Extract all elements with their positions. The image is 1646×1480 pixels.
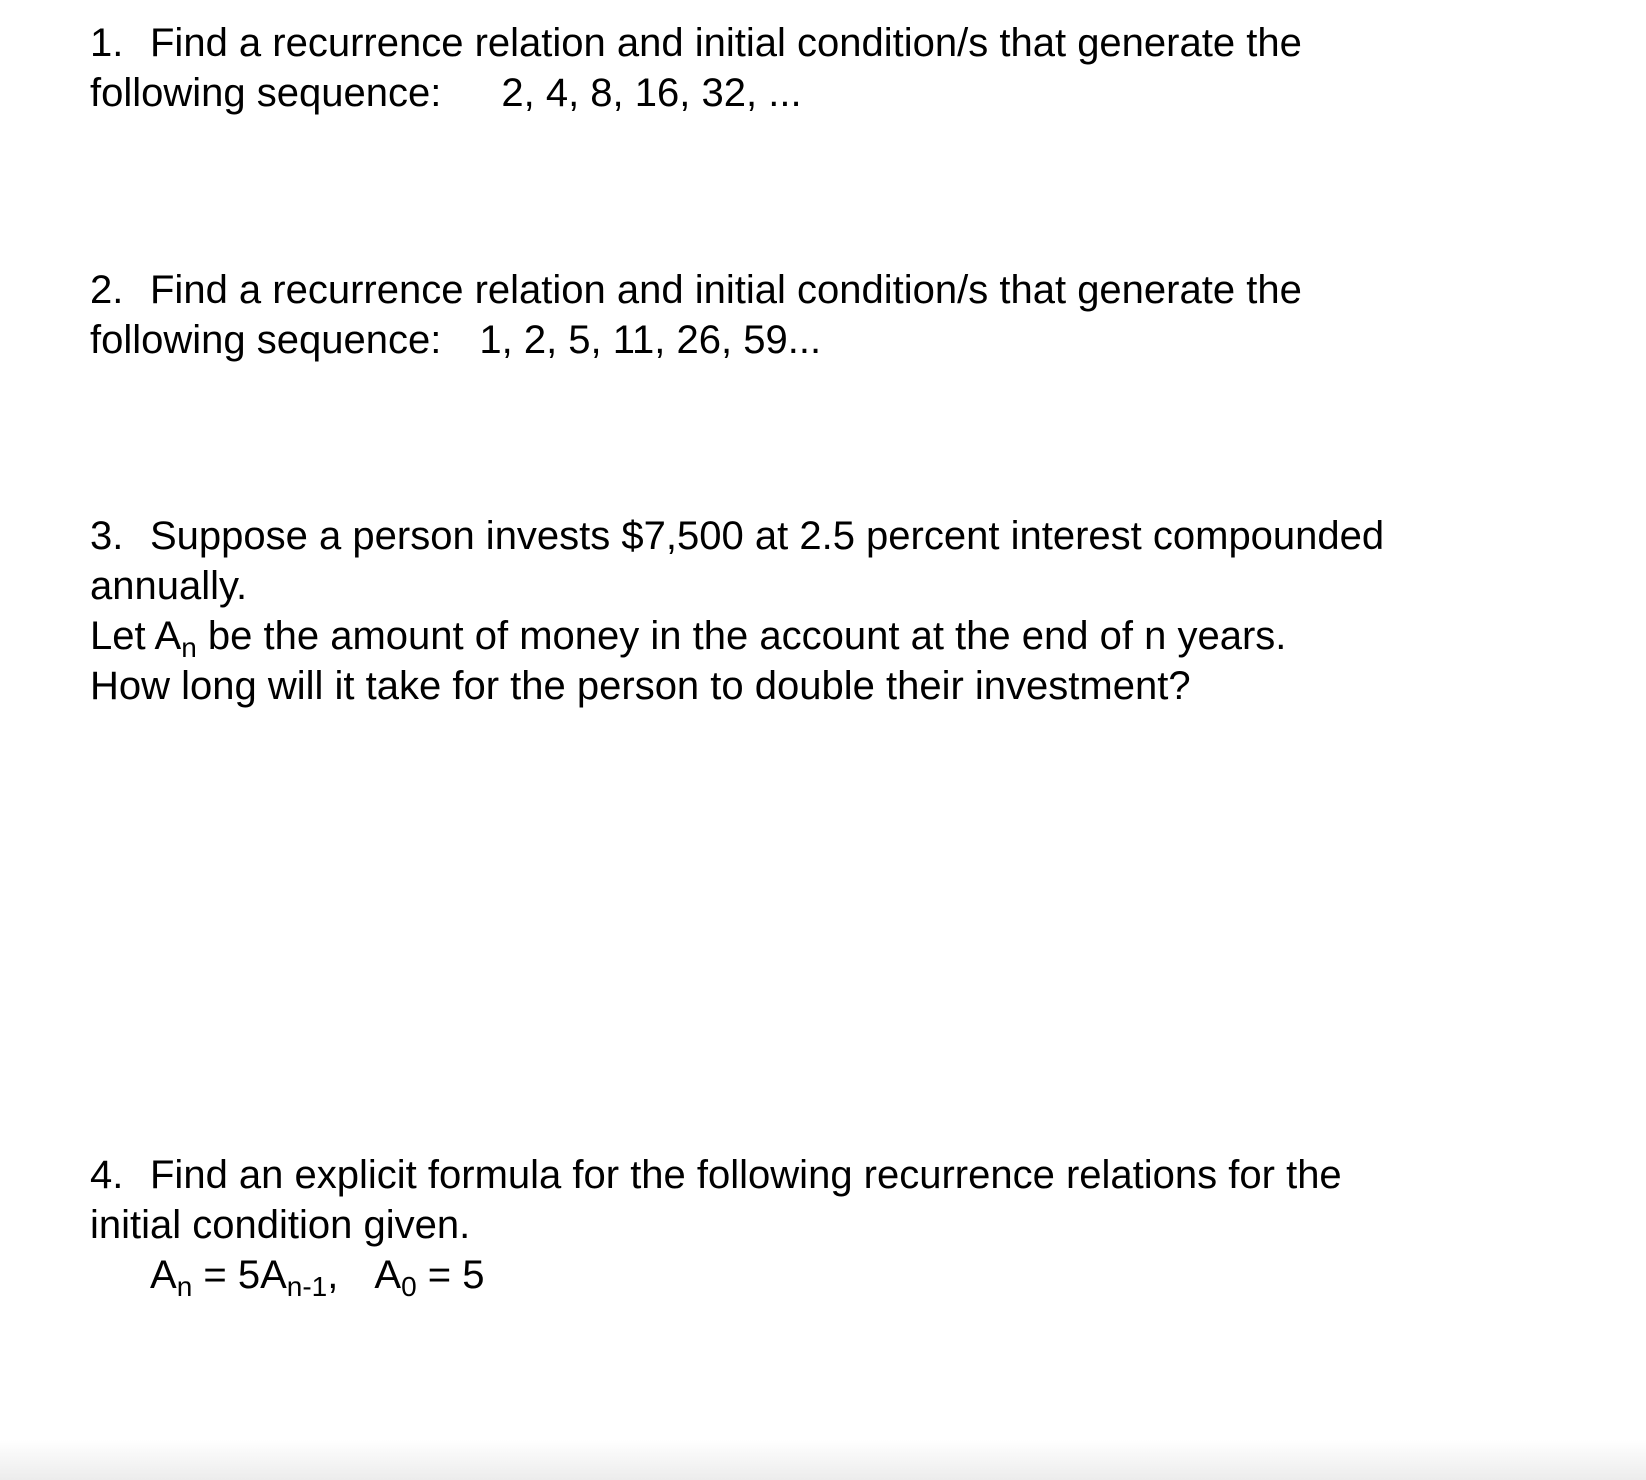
question-3-line-3-suffix: be the amount of money in the account at the end of n years. (196, 614, 1287, 658)
question-4 (90, 1150, 1590, 1300)
formula-lhs: A (150, 1253, 177, 1297)
formula-initial: A (374, 1253, 402, 1297)
question-4-text-line-1: Find an explicit formula for the following recurrence relations for the (150, 1153, 1342, 1197)
question-4-formula (90, 1250, 1590, 1300)
question-2-number: 2. (90, 268, 124, 312)
question-2-sequence: 1, 2, 5, 11, 26, 59... (479, 318, 822, 362)
question-3-subscript-n: n (181, 632, 197, 663)
formula-initial-subscript: 0 (401, 1271, 417, 1302)
question-3-line-2: annually. (90, 564, 248, 608)
formula-equals-2: = 5 (416, 1253, 485, 1297)
question-3-line-4: How long will it take for the person to double their investment? (90, 664, 1191, 708)
question-3-number: 3. (90, 514, 124, 558)
question-3-line-3-prefix: Let A (90, 614, 182, 658)
question-2-line-2 (90, 315, 1590, 365)
question-1-number: 1. (90, 21, 124, 65)
formula-lhs-subscript: n (176, 1271, 193, 1302)
formula-equals-1: = 5A (192, 1253, 287, 1297)
question-1-sequence: 2, 4, 8, 16, 32, ... (501, 71, 802, 115)
question-1-text-line-2: following sequence: (90, 71, 442, 115)
question-2-text-line-1: Find a recurrence relation and initial condition/s that generate the (150, 268, 1302, 312)
formula-rhs-subscript: n-1 (286, 1271, 328, 1302)
question-4-line-2: initial condition given. (90, 1203, 471, 1247)
question-3-line-1 (90, 511, 1590, 561)
question-1 (90, 18, 1590, 118)
question-3-text-line-1: Suppose a person invests $7,500 at 2.5 percent interest compounded (150, 514, 1385, 558)
bottom-edge-shadow (0, 1440, 1646, 1480)
question-4-number: 4. (90, 1153, 124, 1197)
question-2-text-line-2: following sequence: (90, 318, 442, 362)
question-3-line-3 (90, 611, 1590, 661)
question-3 (90, 511, 1590, 711)
question-1-text-line-1: Find a recurrence relation and initial condition/s that generate the (150, 21, 1302, 65)
formula-comma: , (327, 1253, 339, 1297)
question-1-line-2 (90, 68, 1590, 118)
question-4-line-1 (90, 1150, 1590, 1200)
question-1-line-1 (90, 18, 1590, 68)
question-2-line-1 (90, 265, 1590, 315)
question-2 (90, 265, 1590, 365)
